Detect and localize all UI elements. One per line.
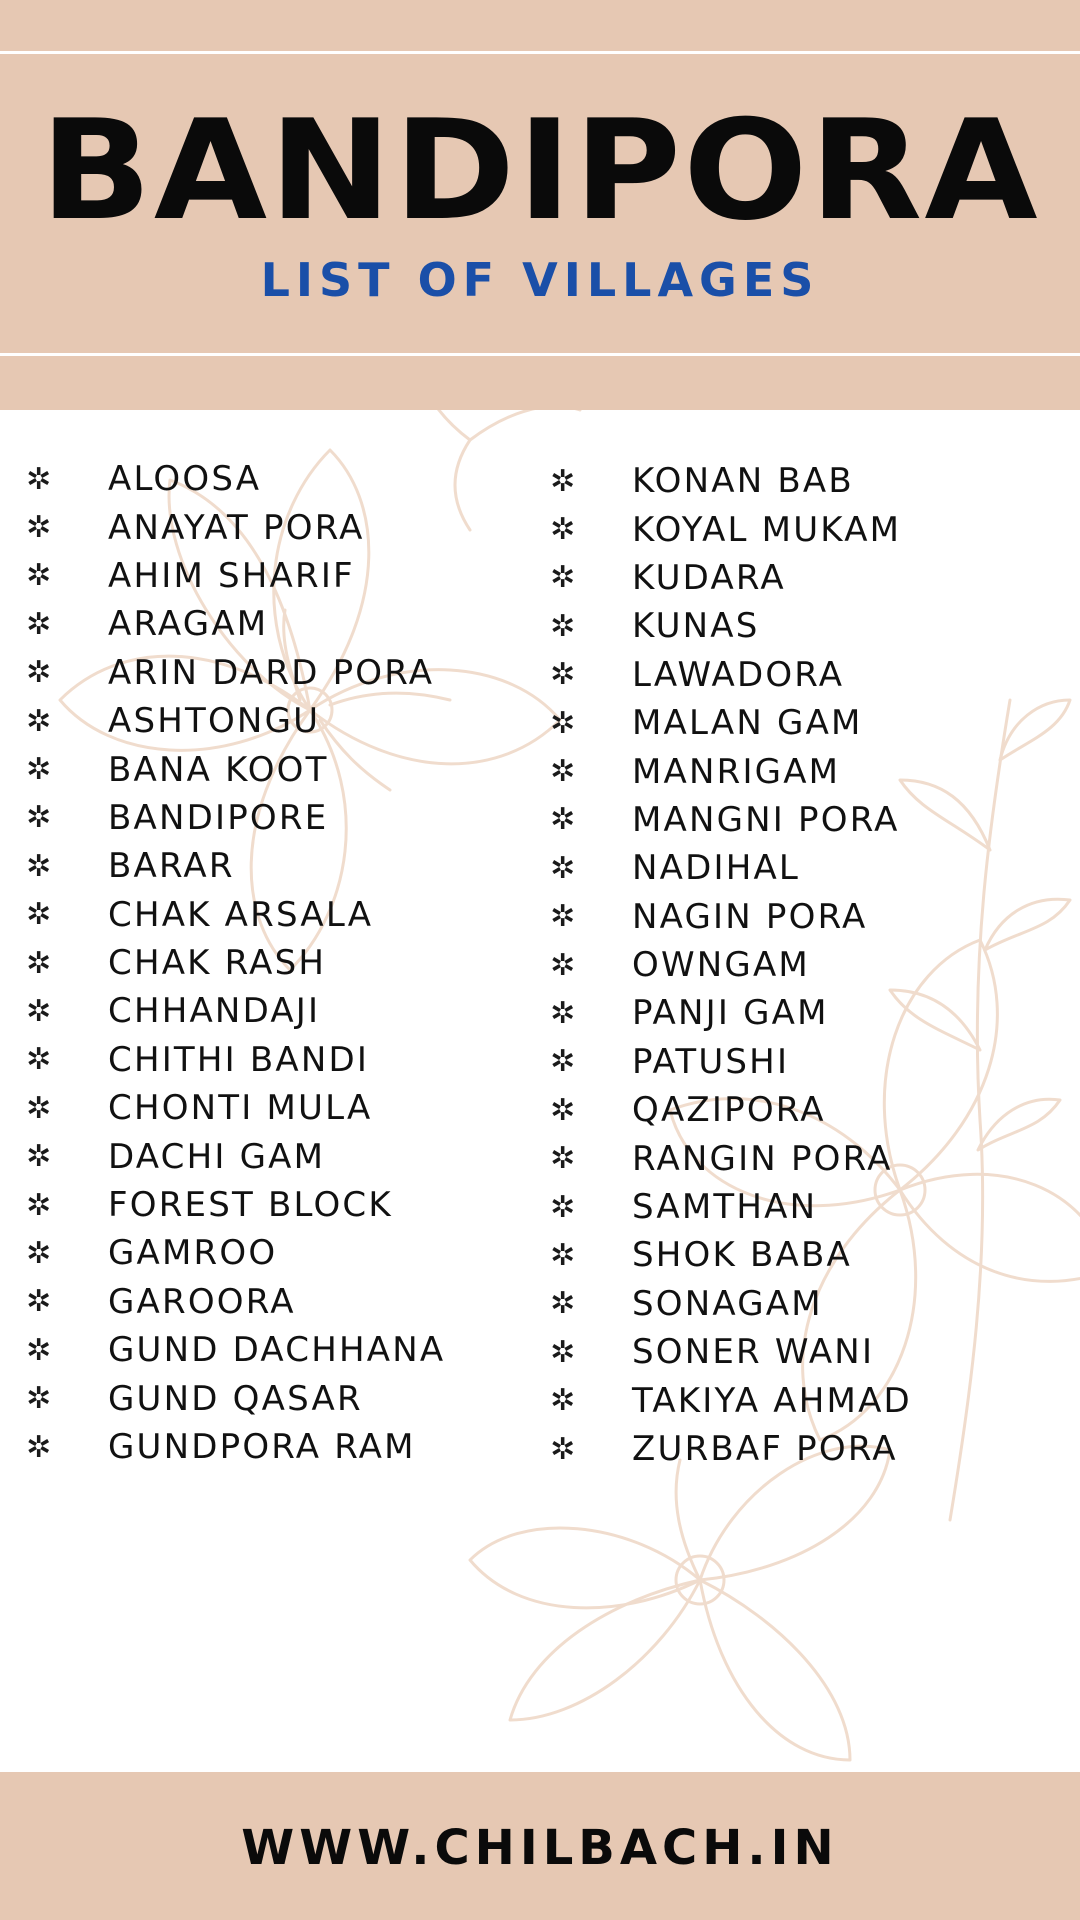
list-item xyxy=(546,1038,912,1086)
village-name: MANRIGAM xyxy=(632,751,841,792)
asterisk-bullet-icon: ✲ xyxy=(550,1383,576,1419)
asterisk-bullet-icon: ✲ xyxy=(26,752,52,788)
list-item xyxy=(546,1231,912,1279)
asterisk-bullet-icon: ✲ xyxy=(550,1334,576,1370)
village-name: KUNAS xyxy=(632,606,760,647)
list-item xyxy=(22,455,445,503)
village-name: GUNDPORA RAM xyxy=(108,1427,416,1467)
village-name: KONAN BAB xyxy=(632,461,854,502)
list-item xyxy=(546,1280,912,1328)
village-name: RANGIN PORA xyxy=(632,1138,893,1179)
asterisk-bullet-icon: ✲ xyxy=(550,754,576,790)
village-name: MANGNI PORA xyxy=(632,799,900,840)
village-name: LAWADORA xyxy=(632,654,845,695)
list-item xyxy=(546,1425,912,1473)
list-item xyxy=(22,552,445,600)
asterisk-bullet-icon: ✲ xyxy=(26,993,52,1029)
village-name: CHAK ARSALA xyxy=(108,894,374,935)
list-item xyxy=(22,1036,445,1084)
village-name: SONAGAM xyxy=(632,1283,823,1324)
asterisk-bullet-icon: ✲ xyxy=(550,1286,576,1322)
list-item xyxy=(546,1376,912,1424)
asterisk-bullet-icon: ✲ xyxy=(550,608,576,644)
village-name: GUND DACHHANA xyxy=(108,1330,446,1371)
village-name: ANAYAT PORA xyxy=(108,507,365,548)
asterisk-bullet-icon: ✲ xyxy=(26,510,52,546)
asterisk-bullet-icon: ✲ xyxy=(26,1332,52,1368)
village-name: CHITHI BANDI xyxy=(108,1039,370,1080)
village-list-right xyxy=(546,457,912,1473)
page-title: BANDIPORA xyxy=(40,90,1040,251)
list-item xyxy=(22,649,445,697)
village-name: PATUSHI xyxy=(632,1041,790,1082)
village-name: ALOOSA xyxy=(108,459,262,500)
list-item xyxy=(546,1134,912,1182)
list-item xyxy=(546,747,912,795)
list-item xyxy=(546,989,912,1037)
list-item xyxy=(22,842,445,890)
village-name: GAROORA xyxy=(108,1281,296,1322)
list-item xyxy=(22,503,445,551)
village-name: BARAR xyxy=(108,846,235,887)
list-item xyxy=(22,891,445,939)
village-name: NAGIN PORA xyxy=(632,896,868,937)
list-item xyxy=(22,697,445,745)
village-name: SONER WANI xyxy=(632,1332,875,1373)
list-item xyxy=(22,987,445,1035)
list-item xyxy=(546,941,912,989)
village-name: SHOK BABA xyxy=(632,1235,852,1276)
list-item xyxy=(22,939,445,987)
village-name: CHAK RASH xyxy=(108,943,327,984)
asterisk-bullet-icon: ✲ xyxy=(550,705,576,741)
asterisk-bullet-icon: ✲ xyxy=(550,1189,576,1225)
asterisk-bullet-icon: ✲ xyxy=(550,899,576,935)
website-url: WWW.CHILBACH.IN xyxy=(241,1820,839,1876)
asterisk-bullet-icon: ✲ xyxy=(26,606,52,642)
asterisk-bullet-icon: ✲ xyxy=(550,657,576,693)
asterisk-bullet-icon: ✲ xyxy=(550,1044,576,1080)
list-item xyxy=(22,1278,445,1326)
list-item xyxy=(22,794,445,842)
asterisk-bullet-icon: ✲ xyxy=(26,1139,52,1175)
asterisk-bullet-icon: ✲ xyxy=(550,512,576,548)
asterisk-bullet-icon: ✲ xyxy=(550,1237,576,1273)
village-name: KOYAL MUKAM xyxy=(632,509,902,550)
list-item xyxy=(546,893,912,941)
asterisk-bullet-icon: ✲ xyxy=(550,1141,576,1177)
asterisk-bullet-icon: ✲ xyxy=(26,461,52,497)
list-item xyxy=(22,1132,445,1180)
header-top-divider xyxy=(0,51,1080,54)
asterisk-bullet-icon: ✲ xyxy=(550,947,576,983)
asterisk-bullet-icon: ✲ xyxy=(550,1431,576,1467)
asterisk-bullet-icon: ✲ xyxy=(26,897,52,933)
village-name: OWNGAM xyxy=(632,945,810,986)
village-list-left xyxy=(22,455,445,1471)
asterisk-bullet-icon: ✲ xyxy=(26,655,52,691)
village-name: BANDIPORE xyxy=(108,797,329,838)
asterisk-bullet-icon: ✲ xyxy=(550,995,576,1031)
list-item xyxy=(546,844,912,892)
village-name: KUDARA xyxy=(632,557,786,598)
asterisk-bullet-icon: ✲ xyxy=(26,1187,52,1223)
village-name: BANA KOOT xyxy=(108,749,329,790)
asterisk-bullet-icon: ✲ xyxy=(550,463,576,499)
header-bottom-divider xyxy=(0,353,1080,356)
asterisk-bullet-icon: ✲ xyxy=(26,800,52,836)
list-item xyxy=(546,1328,912,1376)
list-item xyxy=(546,602,912,650)
village-name: QAZIPORA xyxy=(632,1090,826,1131)
village-name: SAMTHAN xyxy=(632,1187,818,1228)
village-name: FOREST BLOCK xyxy=(108,1185,393,1226)
village-name: CHHANDAJI xyxy=(108,991,321,1032)
list-item xyxy=(546,457,912,505)
list-item xyxy=(22,1084,445,1132)
village-name: ARAGAM xyxy=(108,604,269,645)
asterisk-bullet-icon: ✲ xyxy=(26,1381,52,1417)
asterisk-bullet-icon: ✲ xyxy=(26,848,52,884)
asterisk-bullet-icon: ✲ xyxy=(26,1090,52,1126)
asterisk-bullet-icon: ✲ xyxy=(550,850,576,886)
asterisk-bullet-icon: ✲ xyxy=(26,1284,52,1320)
asterisk-bullet-icon: ✲ xyxy=(26,558,52,594)
list-item xyxy=(22,745,445,793)
asterisk-bullet-icon: ✲ xyxy=(550,802,576,838)
village-name: MALAN GAM xyxy=(632,703,863,744)
village-name: GAMROO xyxy=(108,1233,278,1274)
village-name: ARIN DARD PORA xyxy=(108,652,435,693)
list-item xyxy=(546,1086,912,1134)
list-item xyxy=(546,651,912,699)
village-name: AHIM SHARIF xyxy=(108,555,355,596)
asterisk-bullet-icon: ✲ xyxy=(550,1092,576,1128)
asterisk-bullet-icon: ✲ xyxy=(26,945,52,981)
asterisk-bullet-icon: ✲ xyxy=(26,1042,52,1078)
village-name: CHONTI MULA xyxy=(108,1088,373,1129)
village-name: ASHTONGU xyxy=(108,701,321,742)
list-item xyxy=(546,796,912,844)
page-subtitle: LIST OF VILLAGES xyxy=(260,253,820,307)
village-name: NADIHAL xyxy=(632,848,801,889)
list-item xyxy=(22,1423,445,1471)
village-name: PANJI GAM xyxy=(632,993,829,1034)
asterisk-bullet-icon: ✲ xyxy=(26,1235,52,1271)
village-name: DACHI GAM xyxy=(108,1136,326,1177)
list-item xyxy=(546,1183,912,1231)
list-item xyxy=(546,699,912,747)
village-name: TAKIYA AHMAD xyxy=(632,1380,912,1421)
list-item xyxy=(22,600,445,648)
list-item xyxy=(22,1229,445,1277)
header-band xyxy=(0,0,1080,410)
list-item xyxy=(22,1181,445,1229)
asterisk-bullet-icon: ✲ xyxy=(550,560,576,596)
village-name: ZURBAF PORA xyxy=(632,1429,898,1469)
asterisk-bullet-icon: ✲ xyxy=(26,1429,52,1465)
list-item xyxy=(22,1326,445,1374)
list-item xyxy=(546,505,912,553)
asterisk-bullet-icon: ✲ xyxy=(26,703,52,739)
village-name: GUND QASAR xyxy=(108,1378,363,1419)
footer-band xyxy=(0,1772,1080,1920)
list-item xyxy=(22,1374,445,1422)
list-item xyxy=(546,554,912,602)
